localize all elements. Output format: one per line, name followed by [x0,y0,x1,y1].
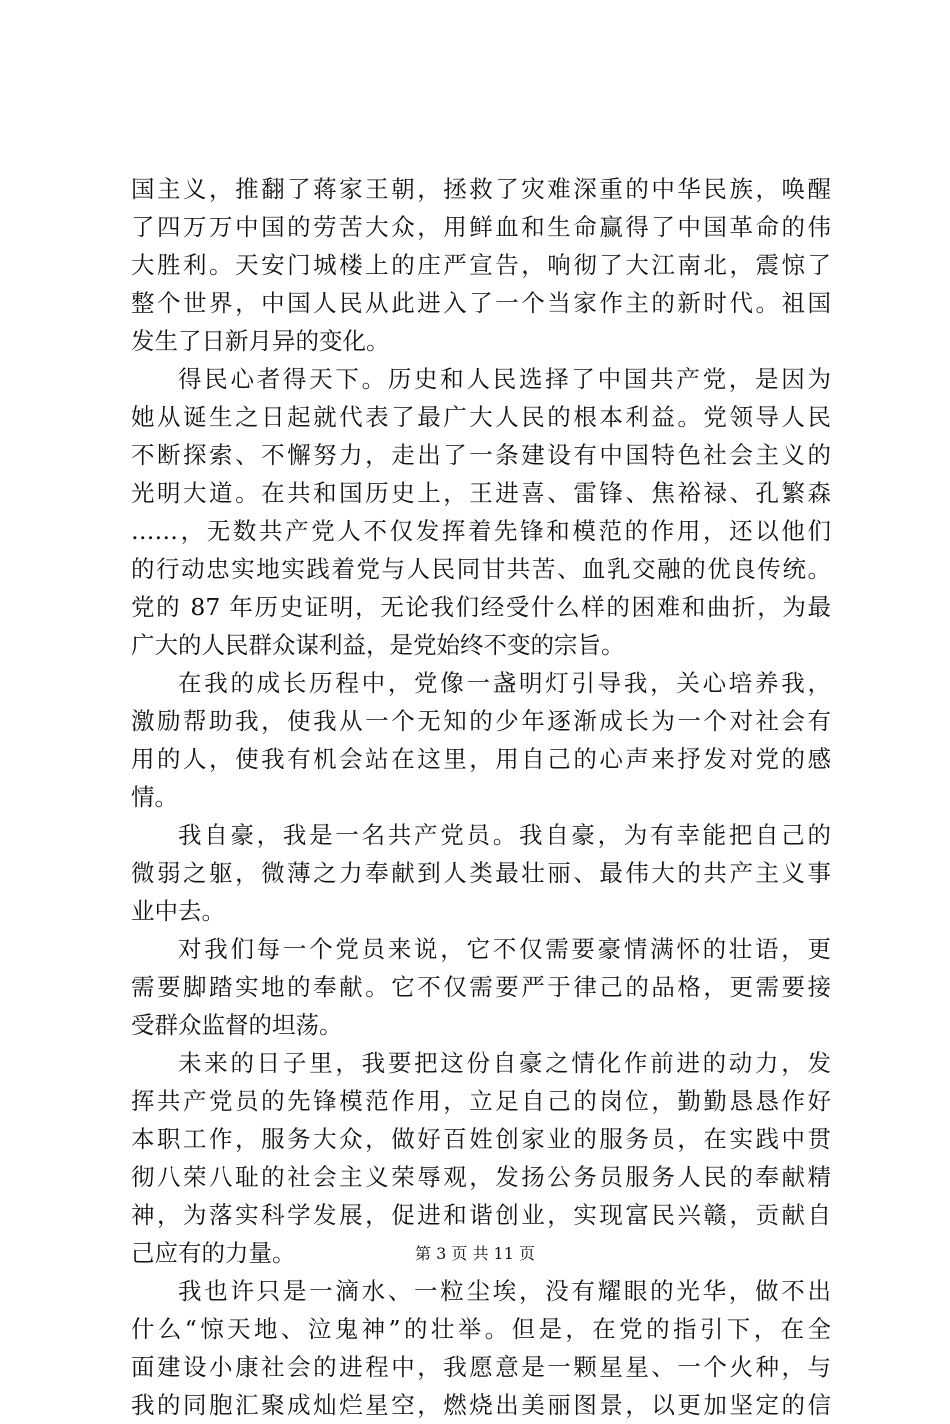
text-line: 广大的人民群众谋利益，是党始终不变的宗旨。 [131,631,625,659]
text-line: 光明大道。在共和国历史上，王进喜、雷锋、焦裕禄、孔繁森 [131,479,831,507]
text-line: 受群众监督的坦荡。 [131,1011,343,1039]
document-body [131,170,831,1424]
page-number-footer: 第 3 页 共 11 页 [415,1244,535,1263]
text-line: 不断探索、不懈努力，走出了一条建设有中国特色社会主义的 [131,441,831,469]
paragraph-first-line: 我自豪，我是一名共产党员。我自豪，为有幸能把自己的 [178,821,831,849]
text-line: 整个世界，中国人民从此进入了一个当家作主的新时代。祖国 [131,289,831,317]
text-line: 的行动忠实地实践着党与人民同甘共苦、血乳交融的优良传统。 [131,555,831,583]
text-line: 党的 87 年历史证明，无论我们经受什么样的困难和曲折，为最 [131,593,831,621]
text-line: 彻八荣八耻的社会主义荣辱观，发扬公务员服务人民的奉献精 [131,1163,831,1191]
paragraph-first-line: 对我们每一个党员来说，它不仅需要豪情满怀的壮语，更 [178,935,831,963]
text-line: 她从诞生之日起就代表了最广大人民的根本利益。党领导人民 [131,403,831,431]
paragraph-first-line: 我也许只是一滴水、一粒尘埃，没有耀眼的光华，做不出 [178,1277,831,1305]
text-line: 挥共产党员的先锋模范作用，立足自己的岗位，勤勤恳恳作好 [131,1087,831,1115]
text-line: 激励帮助我，使我从一个无知的少年逐渐成长为一个对社会有 [131,707,831,735]
paragraph-first-line: 未来的日子里，我要把这份自豪之情化作前进的动力，发 [178,1049,831,1077]
text-line: 神，为落实科学发展，促进和谐创业，实现富民兴赣，贡献自 [131,1201,831,1229]
text-line: 业中去。 [131,897,225,925]
paragraph-first-line: 得民心者得天下。历史和人民选择了中国共产党，是因为 [178,365,831,393]
text-line: 本职工作，服务大众，做好百姓创家业的服务员，在实践中贯 [131,1125,831,1153]
text-line: 需要脚踏实地的奉献。它不仅需要严于律己的品格，更需要接 [131,973,831,1001]
text-line: 大胜利。天安门城楼上的庄严宣告，响彻了大江南北，震惊了 [131,251,831,279]
text-line: 发生了日新月异的变化。 [131,327,390,355]
text-line: 了四万万中国的劳苦大众，用鲜血和生命赢得了中国革命的伟 [131,213,831,241]
text-line: 微弱之躯，微薄之力奉献到人类最壮丽、最伟大的共产主义事 [131,859,831,887]
text-line: 己应有的力量。 [131,1239,296,1267]
text-line: 国主义，推翻了蒋家王朝，拯救了灾难深重的中华民族，唤醒 [131,175,831,203]
paragraph-first-line: 在我的成长历程中，党像一盏明灯引导我，关心培养我， [178,669,831,697]
text-line: 我的同胞汇聚成灿烂星空，燃烧出美丽图景，以更加坚定的信 [131,1391,831,1419]
text-line: 用的人，使我有机会站在这里，用自己的心声来抒发对党的感 [131,745,831,773]
text-line: 情。 [131,783,178,811]
text-line: 什么“惊天地、泣鬼神”的壮举。但是，在党的指引下，在全 [131,1315,831,1343]
text-line: ……，无数共产党人不仅发挥着先锋和模范的作用，还以他们 [131,517,831,545]
text-line: 面建设小康社会的进程中，我愿意是一颗星星、一个火种，与 [131,1353,831,1381]
